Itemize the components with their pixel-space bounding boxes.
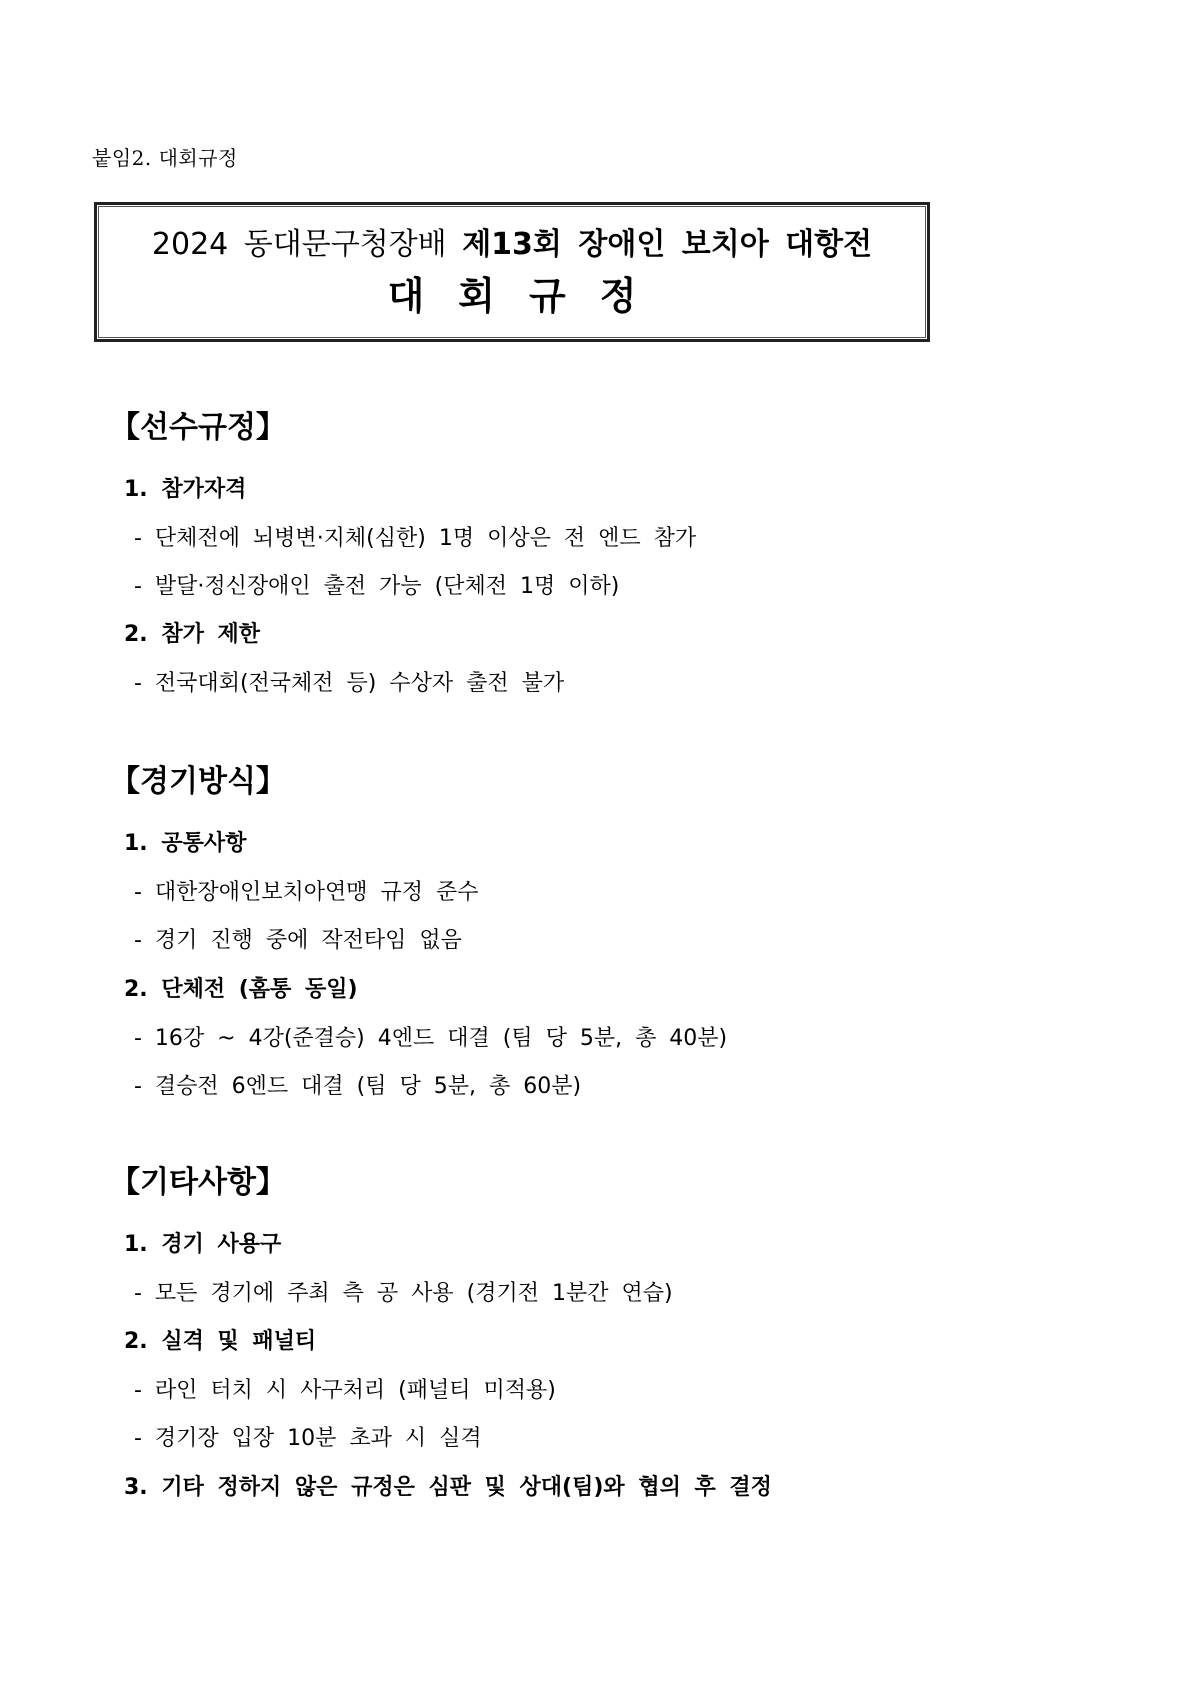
- title-line-1: [97, 225, 927, 265]
- item-heading-common: 1. 공통사항: [124, 831, 247, 856]
- section-heading-player-rules: 【선수규정】: [110, 410, 286, 445]
- document-title: 대회규정: [387, 274, 671, 318]
- bullet-text: - 전국대회(전국체전 등) 수상자 출전 불가: [134, 671, 565, 696]
- section-heading-match-format: 【경기방식】: [110, 764, 286, 799]
- bullet-text: - 16강 ~ 4강(준결승) 4엔드 대결 (팀 당 5분, 총 40분): [134, 1026, 728, 1051]
- item-heading-disqualification: 2. 실격 및 패널티: [124, 1329, 317, 1354]
- title-box: [94, 202, 930, 342]
- title-event-edition: 제13회 장애인 보치아 대항전: [462, 227, 873, 262]
- bullet-text: - 결승전 6엔드 대결 (팀 당 5분, 총 60분): [134, 1074, 582, 1099]
- bullet-text: - 모든 경기에 주최 측 공 사용 (경기전 1분간 연습): [134, 1281, 673, 1306]
- bullet-text: - 경기장 입장 10분 초과 시 실격: [134, 1426, 482, 1451]
- bullet-text: - 라인 터치 시 사구처리 (패널티 미적용): [134, 1378, 556, 1403]
- item-heading-restrictions: 2. 참가 제한: [124, 622, 260, 647]
- item-heading-equipment: 1. 경기 사용구: [124, 1232, 282, 1257]
- item-heading-team-match: 2. 단체전 (홈통 동일): [124, 977, 358, 1002]
- item-heading-eligibility: 1. 참가자격: [124, 477, 247, 502]
- title-event-name: 2024 동대문구청장배: [151, 227, 463, 262]
- bullet-text: - 대한장애인보치아연맹 규정 준수: [134, 880, 479, 905]
- attachment-label: 붙임2. 대회규정: [92, 146, 238, 170]
- section-heading-other: 【기타사항】: [110, 1165, 286, 1200]
- bullet-text: - 경기 진행 중에 작전타임 없음: [134, 928, 462, 953]
- bullet-text: - 발달·정신장애인 출전 가능 (단체전 1명 이하): [134, 574, 620, 599]
- bullet-text: - 단체전에 뇌병변·지체(심한) 1명 이상은 전 엔드 참가: [134, 526, 697, 551]
- item-heading-other-rules: 3. 기타 정하지 않은 규정은 심판 및 상대(팀)와 협의 후 결정: [124, 1475, 772, 1500]
